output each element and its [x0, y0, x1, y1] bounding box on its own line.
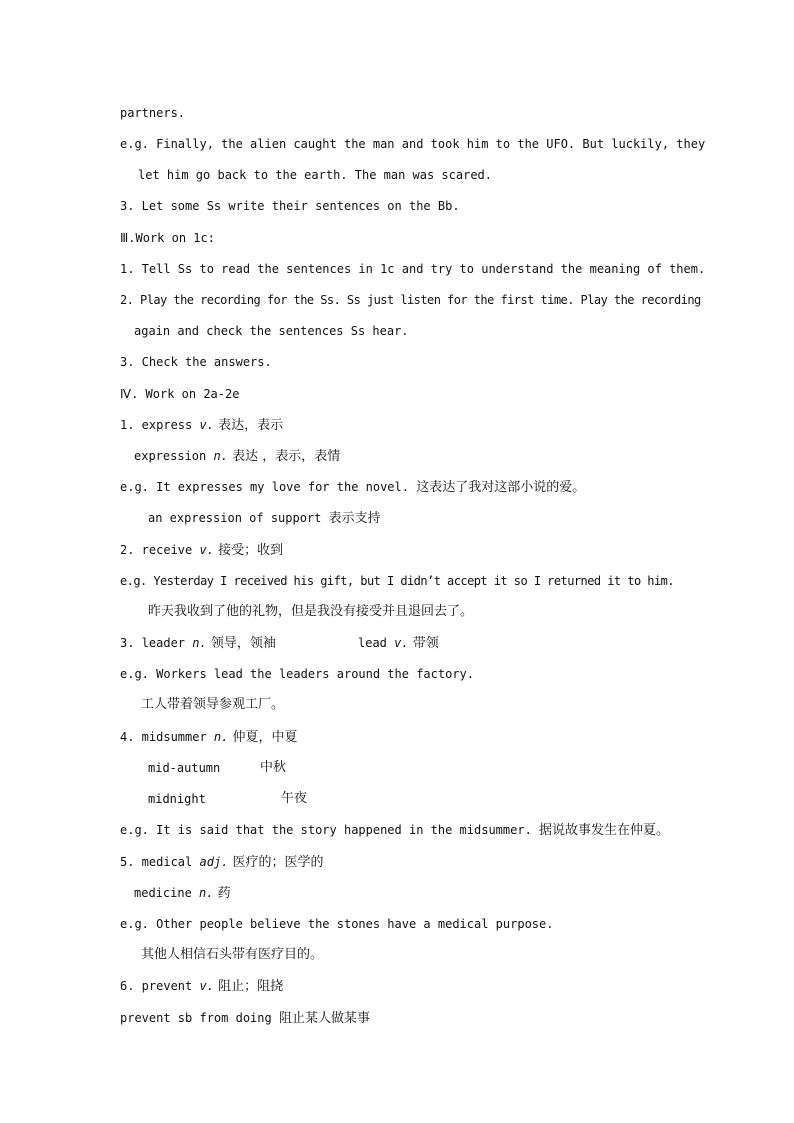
vocab-entry — [134, 885, 231, 902]
phrase-line — [120, 1010, 370, 1027]
translation-line: 其他人相信石头带有医疗目的。 — [141, 947, 324, 962]
part-of-speech: adj. — [199, 855, 229, 869]
vocab-meaning: 午夜 — [281, 791, 308, 806]
part-of-speech: n. — [213, 449, 228, 463]
vocab-meaning: 接受；收到 — [213, 543, 284, 558]
translation-line: 昨天我收到了他的礼物，但是我没有接受并且退回去了。 — [148, 604, 474, 619]
vocab-word: 4. midsummer — [120, 730, 214, 744]
text-line: 3. Check the answers. — [120, 355, 272, 369]
section-heading: Ⅲ.Work on 1c: — [120, 231, 215, 245]
vocab-entry — [120, 417, 283, 434]
vocab-word: midnight — [148, 792, 206, 806]
example-line — [120, 822, 669, 839]
part-of-speech: v. — [394, 636, 409, 650]
vocab-word: expression — [134, 449, 214, 463]
vocab-word: medicine — [134, 886, 200, 900]
text-line: 2. Play the recording for the Ss. Ss just listen for the first time. Play the recording — [120, 293, 701, 307]
text-line: 1. Tell Ss to read the sentences in 1c and try to understand the meaning of them. — [120, 262, 706, 276]
vocab-meaning: 药 — [213, 886, 231, 901]
text-line: 3. Let some Ss write their sentences on the Bb. — [120, 199, 460, 213]
vocab-meaning: 仲夏，中夏 — [228, 730, 298, 745]
vocab-entry — [120, 729, 298, 746]
vocab-meaning: 阻止；阻挠 — [213, 979, 284, 994]
vocab-meaning: 表达 ，表示，表情 — [227, 449, 341, 464]
example-cn: 表示支持 — [328, 511, 381, 526]
section-heading: Ⅳ. Work on 2a-2e — [120, 387, 240, 401]
example-line — [120, 479, 585, 496]
vocab-meaning: 医疗的；医学的 — [228, 855, 324, 870]
part-of-speech: v. — [199, 543, 214, 557]
vocab-entry — [120, 978, 283, 995]
text-line: again and check the sentences Ss hear. — [134, 324, 409, 338]
phrase-cn: 阻止某人做某事 — [278, 1011, 370, 1026]
example-line: e.g. Yesterday I received his gift, but I didn’t accept it so I returned it to him. — [120, 574, 674, 588]
example-en: an expression of support — [148, 511, 329, 525]
vocab-entry — [120, 542, 283, 559]
vocab-meaning: 表达，表示 — [213, 418, 284, 433]
vocab-word: lead — [358, 636, 395, 650]
vocab-word: 5. medical — [120, 855, 200, 869]
example-cn: 这表达了我对这部小说的爱。 — [416, 480, 586, 495]
phrase-en: prevent sb from doing — [120, 1011, 279, 1025]
part-of-speech: n. — [199, 886, 214, 900]
vocab-word: 3. leader — [120, 636, 193, 650]
part-of-speech: v. — [199, 979, 214, 993]
part-of-speech: n. — [213, 730, 229, 744]
text-line: partners. — [120, 106, 186, 120]
text-line: let him go back to the earth. The man was scared. — [138, 168, 493, 182]
example-cn: 据说故事发生在仲夏。 — [539, 823, 670, 838]
example-line — [148, 510, 381, 527]
vocab-entry — [358, 635, 439, 652]
vocab-meaning: 带领 — [408, 636, 439, 651]
vocab-meaning: 领导，领袖 — [206, 636, 276, 651]
translation-line: 工人带着领导参观工厂。 — [141, 697, 285, 712]
vocab-word: mid-autumn — [148, 761, 221, 775]
part-of-speech: v. — [199, 418, 214, 432]
vocab-meaning: 中秋 — [260, 760, 287, 775]
vocab-word: 1. express — [120, 418, 200, 432]
vocab-entry — [120, 854, 324, 871]
example-en: e.g. It is said that the story happened in the midsummer. — [120, 823, 540, 837]
vocab-entry — [120, 635, 276, 652]
example-en: e.g. It expresses my love for the novel. — [120, 480, 417, 494]
vocab-word: 2. receive — [120, 543, 200, 557]
text-line: e.g. Finally, the alien caught the man and took him to the UFO. But luckily, they — [120, 137, 706, 151]
example-line: e.g. Other people believe the stones have a medical purpose. — [120, 917, 554, 931]
vocab-word: 6. prevent — [120, 979, 200, 993]
part-of-speech: n. — [192, 636, 207, 650]
vocab-entry — [134, 448, 340, 465]
example-line: e.g. Workers lead the leaders around the factory. — [120, 667, 475, 681]
